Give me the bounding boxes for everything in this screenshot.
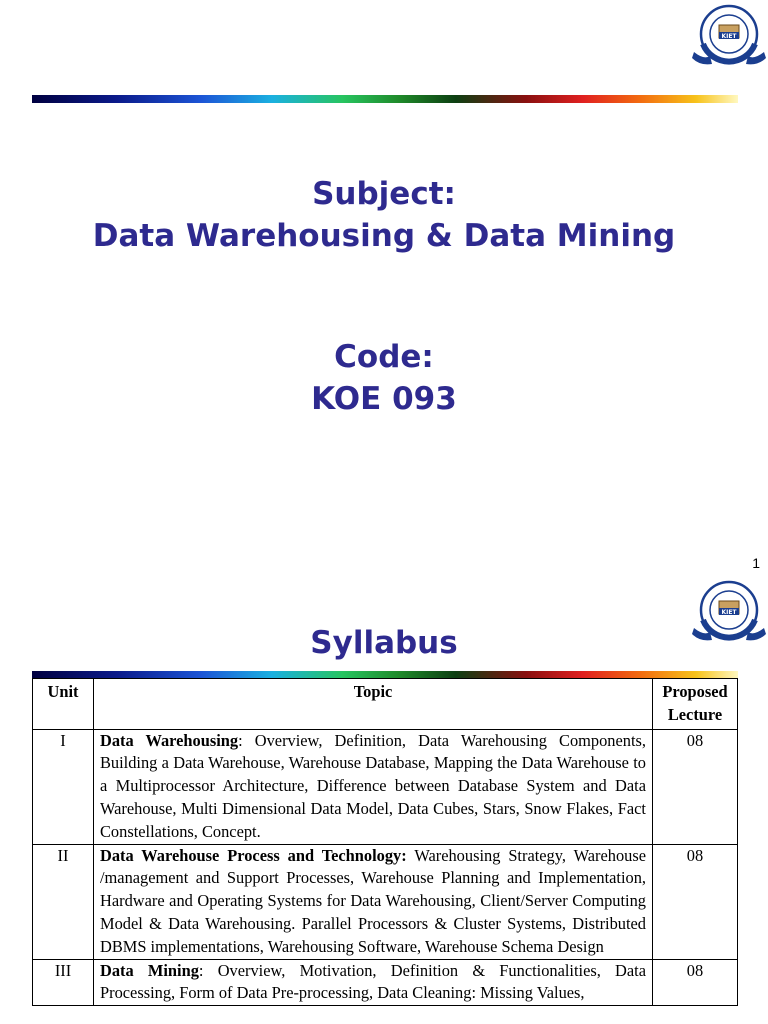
syllabus-slide — [0, 576, 768, 1024]
table-row — [33, 844, 738, 959]
topic-heading: Data Warehouse Process and Technology: — [100, 845, 407, 865]
unit-number: I — [33, 729, 94, 844]
topic-heading: Data Warehousing — [100, 730, 239, 750]
gradient-divider — [32, 95, 738, 103]
syllabus-title: Syllabus — [310, 625, 458, 661]
header-lecture: Proposed Lecture — [653, 679, 738, 730]
syllabus-table — [32, 678, 738, 1006]
subject-title — [0, 173, 768, 257]
table-header-row — [33, 679, 738, 730]
topic-text: Warehousing Strategy, Warehouse /management and Support Processes, Warehouse Planning and Implementation, Hardware and Operating Systems for Data Warehousing, Client/Server Computing Model & Data Warehousing. Parallel Processors & Cluster Systems, Distributed DBMS implementations, Warehousing Software, Warehouse Schema Design — [100, 845, 646, 956]
svg-text:KIET: KIET — [721, 609, 737, 616]
subject-label: Subject: — [312, 176, 456, 212]
lecture-count: 08 — [653, 959, 738, 1006]
topic-text: : Overview, Definition, Data Warehousing Components, Building a Data Warehouse, Warehouse Database, Mapping the Data Warehouse to a Multiprocessor Architecture, Difference between Database System and Data Warehouse, Multi Dimensional Data Model, Data Cubes, Stars, Snow Flakes, Fact Constellations, Concept. — [100, 730, 646, 841]
lecture-count: 08 — [653, 844, 738, 959]
code-value: KOE 093 — [311, 381, 457, 417]
topic-cell — [94, 959, 653, 1006]
code-label: Code: — [334, 339, 434, 375]
topic-text: : Overview, Motivation, Definition & Functionalities, Data Processing, Form of Data Pre-processing, Data Cleaning: Missing Values, — [100, 960, 646, 1003]
table-row — [33, 729, 738, 844]
topic-heading: Data Mining — [100, 960, 199, 980]
subject-name: Data Warehousing & Data Mining — [92, 218, 676, 254]
slide-number: 1 — [752, 555, 760, 571]
topic-cell — [94, 844, 653, 959]
unit-number: III — [33, 959, 94, 1006]
kiet-logo — [690, 0, 768, 72]
svg-text:KIET: KIET — [721, 33, 737, 40]
table-row — [33, 959, 738, 1006]
unit-number: II — [33, 844, 94, 959]
lecture-count: 08 — [653, 729, 738, 844]
topic-cell — [94, 729, 653, 844]
header-unit: Unit — [33, 679, 94, 730]
course-code — [0, 336, 768, 420]
header-topic: Topic — [94, 679, 653, 730]
